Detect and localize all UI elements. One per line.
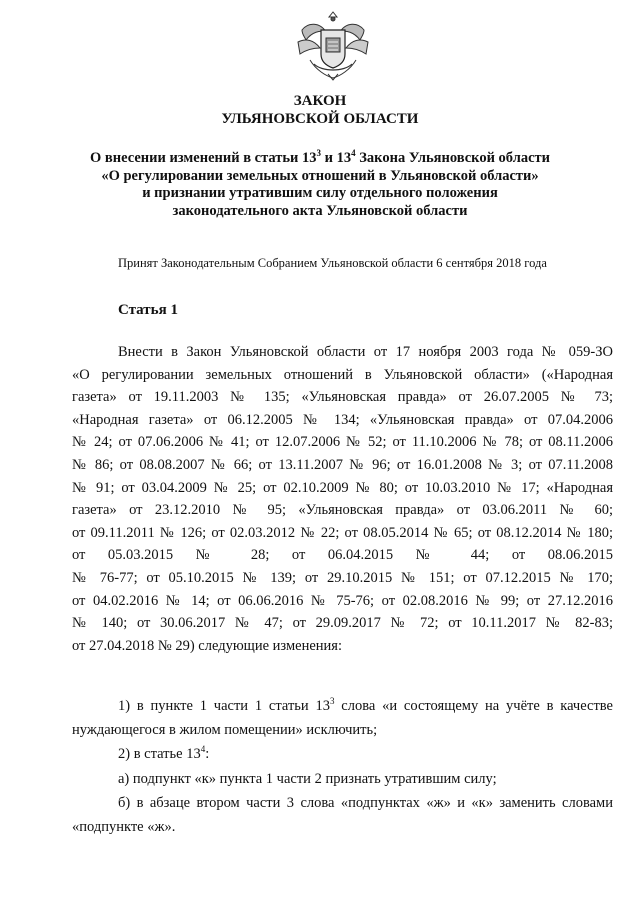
intro-line: № 24; от 07.06.2006 № 41; от 12.07.2006 № 52; от 11.10.2006 № 78; от 08.11.2006 (72, 434, 613, 451)
intro-line: от 27.04.2018 № 29) следующие изменения: (72, 637, 342, 654)
intro-line: «О регулировании земельных отношений в Ульяновской области» («Народная (72, 366, 613, 383)
intro-line: Внести в Закон Ульяновской области от 17 ноября 2003 года № 059-ЗО (118, 344, 613, 360)
intro-line: от 09.11.2011 № 126; от 02.03.2012 № 22; от 08.05.2014 № 65; от 08.12.2014 № 180; (72, 524, 613, 541)
adoption-note: Принят Законодательным Собранием Ульяновской области 6 сентября 2018 года (118, 256, 547, 270)
law-subtitle (0, 150, 640, 220)
subtitle-line3: и признании утратившим силу отдельного положения (142, 185, 498, 201)
subtitle-line1: О внесении изменений в статьи $13^3$ и $13^4$ Закона Ульяновской области (90, 148, 550, 166)
subtitle-line4: законодательного акта Ульяновской области (172, 202, 468, 219)
subtitle-line2: «О регулировании земельных отношений в Ульяновской области» (101, 167, 539, 184)
intro-line: № 91; от 03.04.2009 № 25; от 02.10.2009 № 80; от 10.03.2010 № 17; «Народная (72, 479, 613, 496)
intro-line: газета» от 23.12.2010 № 95; «Ульяновская правда» от 03.06.2011 № 60; (72, 502, 613, 519)
item-2: 2) в статье $13^4$: (118, 744, 210, 763)
intro-line: «Народная газета» от 06.12.2005 № 134; «Ульяновская правда» от 07.04.2006 (72, 411, 613, 428)
intro-line: № 140; от 30.06.2017 № 47; от 29.09.2017 № 72; от 10.11.2017 № 82-83; (72, 615, 613, 632)
law-title (0, 92, 640, 128)
article-heading: Статья 1 (118, 302, 178, 318)
intro-line: от 05.03.2015 № 28; от 06.04.2015 № 44; от 08.06.2015 (72, 547, 613, 564)
item-2b-line1: б) в абзаце втором части 3 слова «подпунктах «ж» и «к» заменить словами (118, 794, 613, 811)
intro-line: от 04.02.2016 № 14; от 06.06.2016 № 75-76; от 02.08.2016 № 99; от 27.12.2016 (72, 592, 613, 609)
intro-line: № 76-77; от 05.10.2015 № 139; от 29.10.2015 № 151; от 07.12.2015 № 170; (72, 569, 613, 586)
intro-line: № 86; от 08.08.2007 № 66; от 13.11.2007 № 96; от 16.01.2008 № 3; от 07.11.2008 (72, 456, 613, 473)
law-title-line1: ЗАКОН (293, 93, 347, 109)
item-2a: а) подпункт «к» пункта 1 части 2 признать утратившим силу; (118, 770, 497, 787)
item-2b-line2: «подпункте «ж». (72, 819, 176, 836)
coat-of-arms-icon (292, 8, 374, 82)
intro-line: газета» от 19.11.2003 № 135; «Ульяновская правда» от 26.07.2005 № 73; (72, 389, 613, 406)
law-title-line2: УЛЬЯНОВСКОЙ ОБЛАСТИ (221, 111, 419, 127)
item-1-line1: 1) в пункте 1 части 1 статьи $13^3$ слова «и состоящему на учёте в качестве (118, 696, 613, 714)
item-1-line2: нуждающегося в жилом помещении» исключить; (72, 722, 378, 739)
amendment-items (72, 694, 613, 839)
article-intro (72, 341, 613, 657)
